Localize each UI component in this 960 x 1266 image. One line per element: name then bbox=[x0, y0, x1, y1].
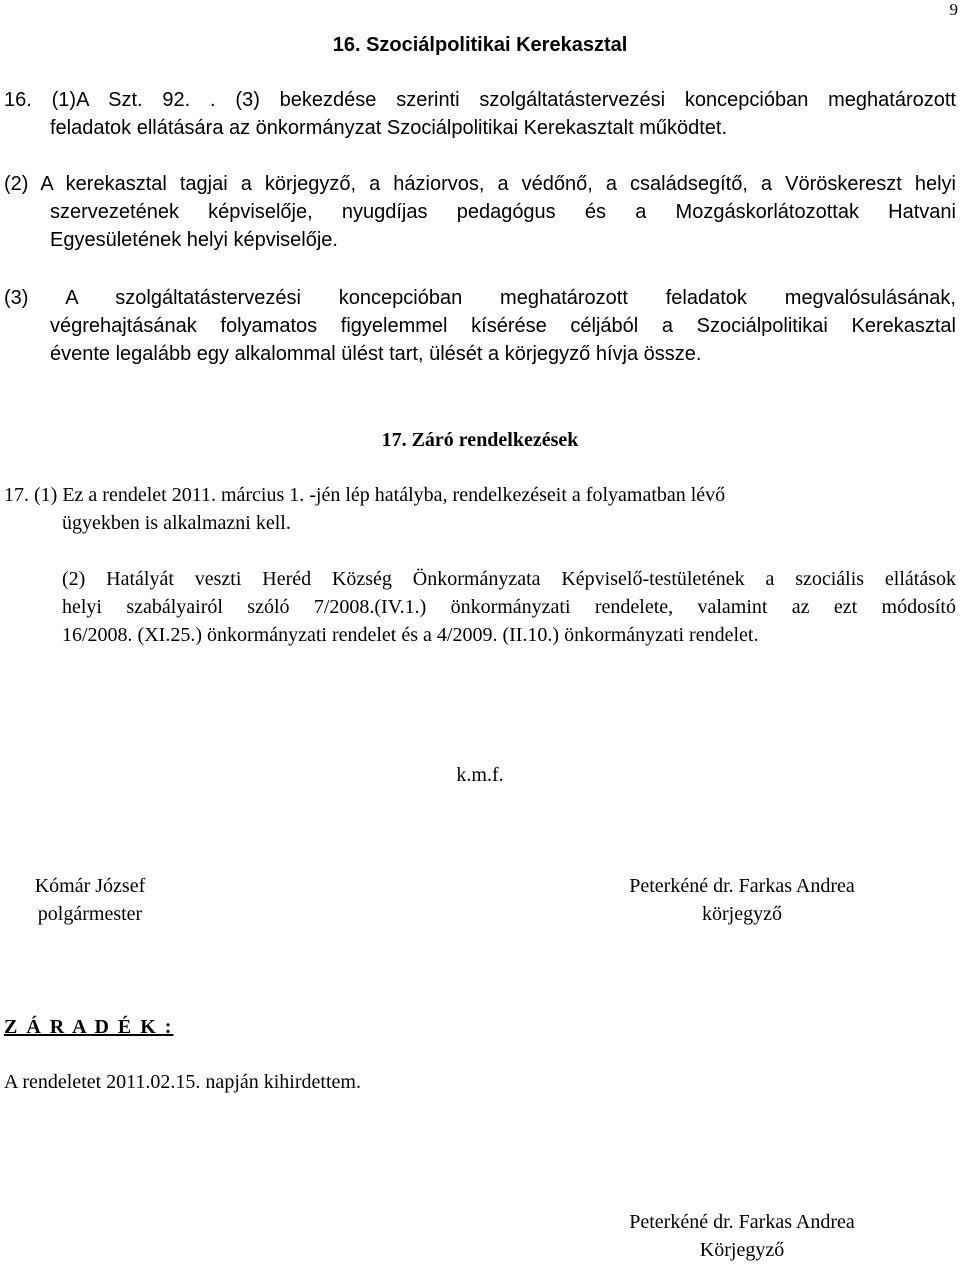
section-16-paragraph-2 bbox=[4, 170, 956, 254]
paragraph-line: (2) Hatályát veszti Heréd Község Önkormányzata Képviselő-testületének a szociális ellátások bbox=[62, 568, 956, 590]
paragraph-line: 16. (1)A Szt. 92. . (3) bekezdése szerinti szolgáltatástervezési koncepcióban meghatározott bbox=[4, 89, 956, 111]
clerk-signature-block bbox=[592, 872, 892, 928]
section-16-paragraph-3 bbox=[4, 284, 956, 368]
paragraph-line: (2) A kerekasztal tagjai a körjegyző, a háziorvos, a védőnő, a családsegítő, a Vöröskereszt helyi bbox=[4, 173, 956, 195]
paragraph-line: 16/2008. (XI.25.) önkormányzati rendelet és a 4/2009. (II.10.) önkormányzati rendelet. bbox=[62, 624, 759, 646]
paragraph-line: végrehajtásának folyamatos figyelemmel kísérése céljából a Szociálpolitikai Kerekasztal bbox=[50, 315, 956, 337]
zaradek-heading: Z Á R A D É K : bbox=[4, 1016, 174, 1038]
section-17-paragraph-2 bbox=[62, 565, 956, 649]
section-16-heading: 16. Szociálpolitikai Kerekasztal bbox=[332, 34, 628, 56]
kmf-label: k.m.f. bbox=[456, 764, 504, 786]
mayor-title: polgármester bbox=[37, 903, 143, 925]
paragraph-line: Egyesületének helyi képviselője. bbox=[50, 229, 338, 251]
paragraph-line: évente legalább egy alkalommal ülést tart, ülését a körjegyző hívja össze. bbox=[50, 343, 702, 365]
mayor-signature-block bbox=[20, 872, 160, 928]
section-16-paragraph-1 bbox=[4, 86, 956, 142]
paragraph-line: ügyekben is alkalmazni kell. bbox=[62, 512, 291, 534]
clerk-name: Peterkéné dr. Farkas Andrea bbox=[629, 875, 855, 897]
zaradek-signer-name: Peterkéné dr. Farkas Andrea bbox=[629, 1211, 855, 1233]
clerk-title: körjegyző bbox=[702, 903, 782, 925]
paragraph-line: (3) A szolgáltatástervezési koncepcióban meghatározott feladatok megvalósulásának, bbox=[4, 287, 956, 309]
paragraph-line: 17. (1) Ez a rendelet 2011. március 1. -jén lép hatályba, rendelkezéseit a folyamatban lévő bbox=[4, 484, 726, 506]
mayor-name: Kómár József bbox=[34, 875, 146, 897]
section-17-paragraph-1 bbox=[4, 481, 954, 537]
page-number: 9 bbox=[949, 0, 958, 19]
paragraph-line: feladatok ellátására az önkormányzat Szociálpolitikai Kerekasztalt működtet. bbox=[50, 117, 728, 139]
paragraph-line: helyi szabályairól szóló 7/2008.(IV.1.) önkormányzati rendelete, valamint az ezt módosító bbox=[62, 596, 956, 618]
zaradek-signer-title: Körjegyző bbox=[699, 1239, 785, 1261]
paragraph-line: szervezetének képviselője, nyugdíjas pedagógus és a Mozgáskorlátozottak Hatvani bbox=[50, 201, 956, 223]
zaradek-signature-block bbox=[592, 1208, 892, 1264]
announcement-text: A rendeletet 2011.02.15. napján kihirdettem. bbox=[4, 1071, 361, 1093]
section-17-heading: 17. Záró rendelkezések bbox=[381, 429, 579, 451]
